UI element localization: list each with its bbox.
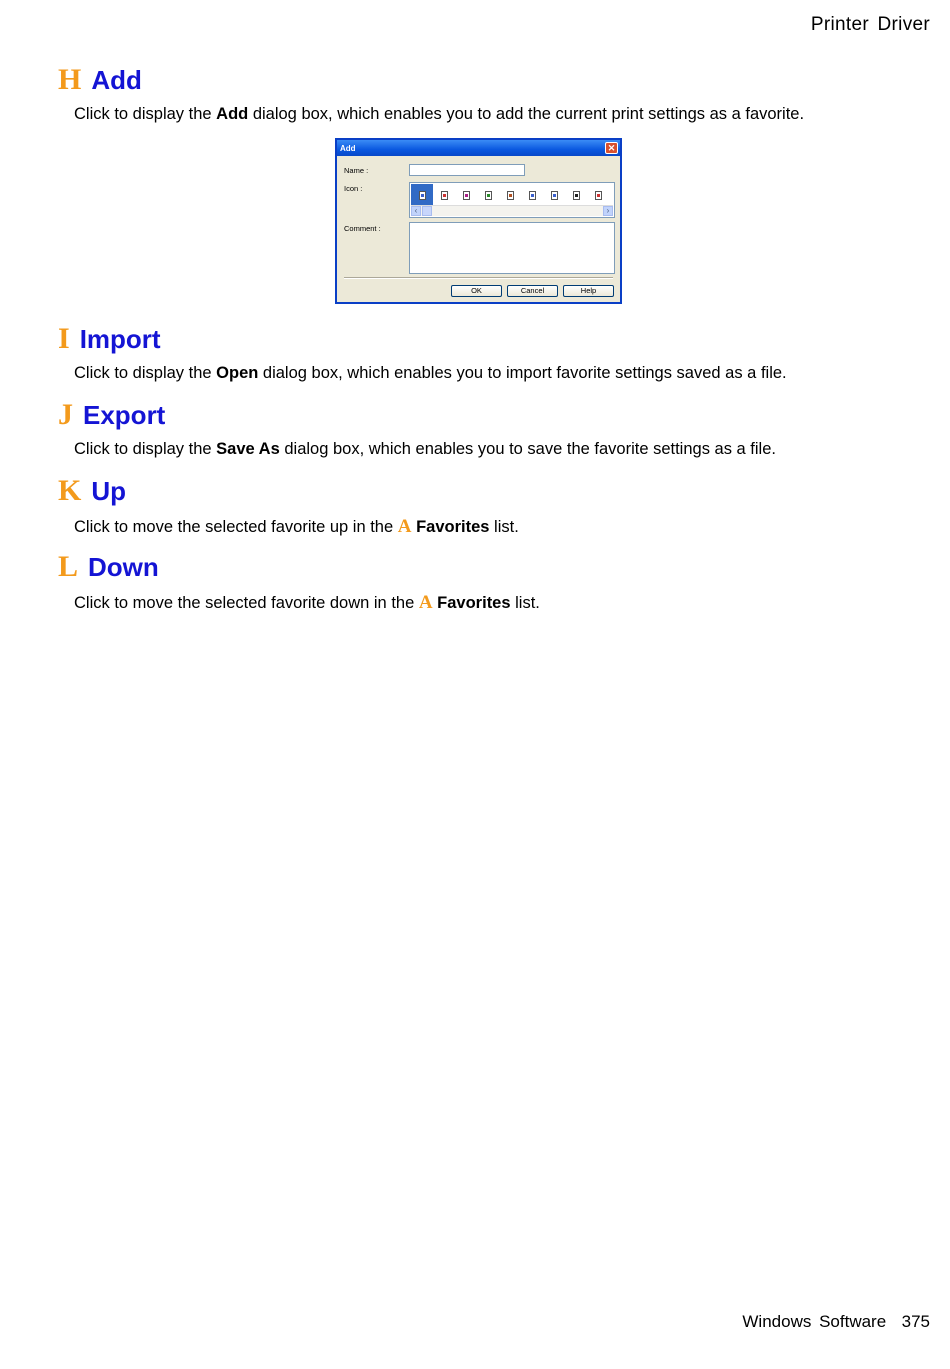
- text-run: dialog box, which enables you to add the current print settings as a favorite.: [248, 105, 805, 123]
- icon-list[interactable]: [409, 182, 615, 218]
- document-icon: [507, 191, 514, 200]
- text-run: Click to display the: [74, 440, 217, 458]
- bold-term: Save As: [216, 440, 280, 458]
- icon-option[interactable]: [455, 184, 477, 206]
- ok-button[interactable]: OK: [451, 285, 502, 297]
- section-title: Up: [91, 476, 127, 506]
- reference-letter: A: [397, 516, 412, 537]
- section-title: Export: [83, 400, 166, 430]
- dialog-titlebar: [337, 140, 620, 156]
- bold-term: Open: [216, 364, 259, 382]
- icon-label: Icon :: [344, 184, 363, 193]
- help-button[interactable]: Help: [563, 285, 614, 297]
- icon-option[interactable]: [499, 184, 521, 206]
- icon-option[interactable]: [565, 184, 587, 206]
- horizontal-scrollbar[interactable]: [411, 205, 613, 216]
- scroll-right-icon[interactable]: ›: [603, 206, 613, 216]
- section-export: [58, 398, 776, 459]
- section-down: [58, 550, 540, 614]
- section-add-text: [74, 105, 804, 124]
- section-letter: J: [58, 398, 73, 431]
- section-letter: H: [58, 63, 82, 96]
- text-run: Click to display the: [74, 105, 217, 123]
- section-letter: I: [58, 322, 70, 355]
- text-run: Click to move the selected favorite up in the: [74, 518, 398, 536]
- add-dialog: [335, 138, 622, 304]
- section-down-heading: [58, 550, 540, 584]
- document-icon: [573, 191, 580, 200]
- scroll-thumb[interactable]: [422, 206, 432, 216]
- comment-field[interactable]: [409, 222, 615, 274]
- section-import-heading: [58, 322, 787, 356]
- section-title: Down: [88, 552, 159, 582]
- icon-option[interactable]: [477, 184, 499, 206]
- cancel-button[interactable]: Cancel: [507, 285, 558, 297]
- icon-option[interactable]: [521, 184, 543, 206]
- section-add-heading: [58, 63, 804, 97]
- bold-term: Favorites: [416, 518, 490, 536]
- dialog-divider: [344, 277, 613, 279]
- name-label: Name :: [344, 166, 369, 175]
- text-run: dialog box, which enables you to save the favorite settings as a file.: [279, 440, 776, 458]
- icon-option[interactable]: [587, 184, 609, 206]
- section-up-text: [74, 516, 519, 538]
- icon-option[interactable]: [543, 184, 565, 206]
- document-icon: [419, 191, 426, 200]
- document-icon: [551, 191, 558, 200]
- section-export-text: [74, 440, 776, 459]
- section-up-heading: [58, 474, 519, 508]
- section-letter: K: [58, 474, 82, 507]
- text-run: list.: [510, 594, 540, 612]
- section-title: Add: [91, 65, 142, 95]
- dialog-title: Add: [340, 143, 356, 153]
- icon-row: [411, 184, 609, 206]
- section-import: [58, 322, 787, 383]
- document-icon: [463, 191, 470, 200]
- page-number: 375: [901, 1312, 930, 1331]
- text-run: dialog box, which enables you to import favorite settings saved as a file.: [258, 364, 787, 382]
- section-title: Import: [79, 324, 161, 354]
- scroll-left-icon[interactable]: ‹: [411, 206, 421, 216]
- section-up: [58, 474, 519, 538]
- text-run: list.: [489, 518, 519, 536]
- running-footer: [742, 1312, 930, 1332]
- section-letter: L: [58, 550, 79, 583]
- close-icon[interactable]: ✕: [605, 142, 618, 154]
- document-icon: [485, 191, 492, 200]
- icon-option[interactable]: [433, 184, 455, 206]
- section-down-text: [74, 592, 540, 614]
- name-field[interactable]: [409, 164, 525, 176]
- document-icon: [441, 191, 448, 200]
- text-run: Click to move the selected favorite down in the: [74, 594, 419, 612]
- running-header: Printer Driver: [810, 14, 930, 35]
- text-run: Click to display the: [74, 364, 217, 382]
- document-icon: [595, 191, 602, 200]
- document-icon: [529, 191, 536, 200]
- comment-label: Comment :: [344, 224, 381, 233]
- bold-term: Add: [216, 105, 249, 123]
- section-export-heading: [58, 398, 776, 432]
- section-import-text: [74, 364, 787, 383]
- section-add: [58, 63, 804, 124]
- footer-label: Windows Software: [742, 1312, 887, 1331]
- reference-letter: A: [418, 592, 433, 613]
- icon-option[interactable]: [411, 184, 433, 206]
- bold-term: Favorites: [437, 594, 511, 612]
